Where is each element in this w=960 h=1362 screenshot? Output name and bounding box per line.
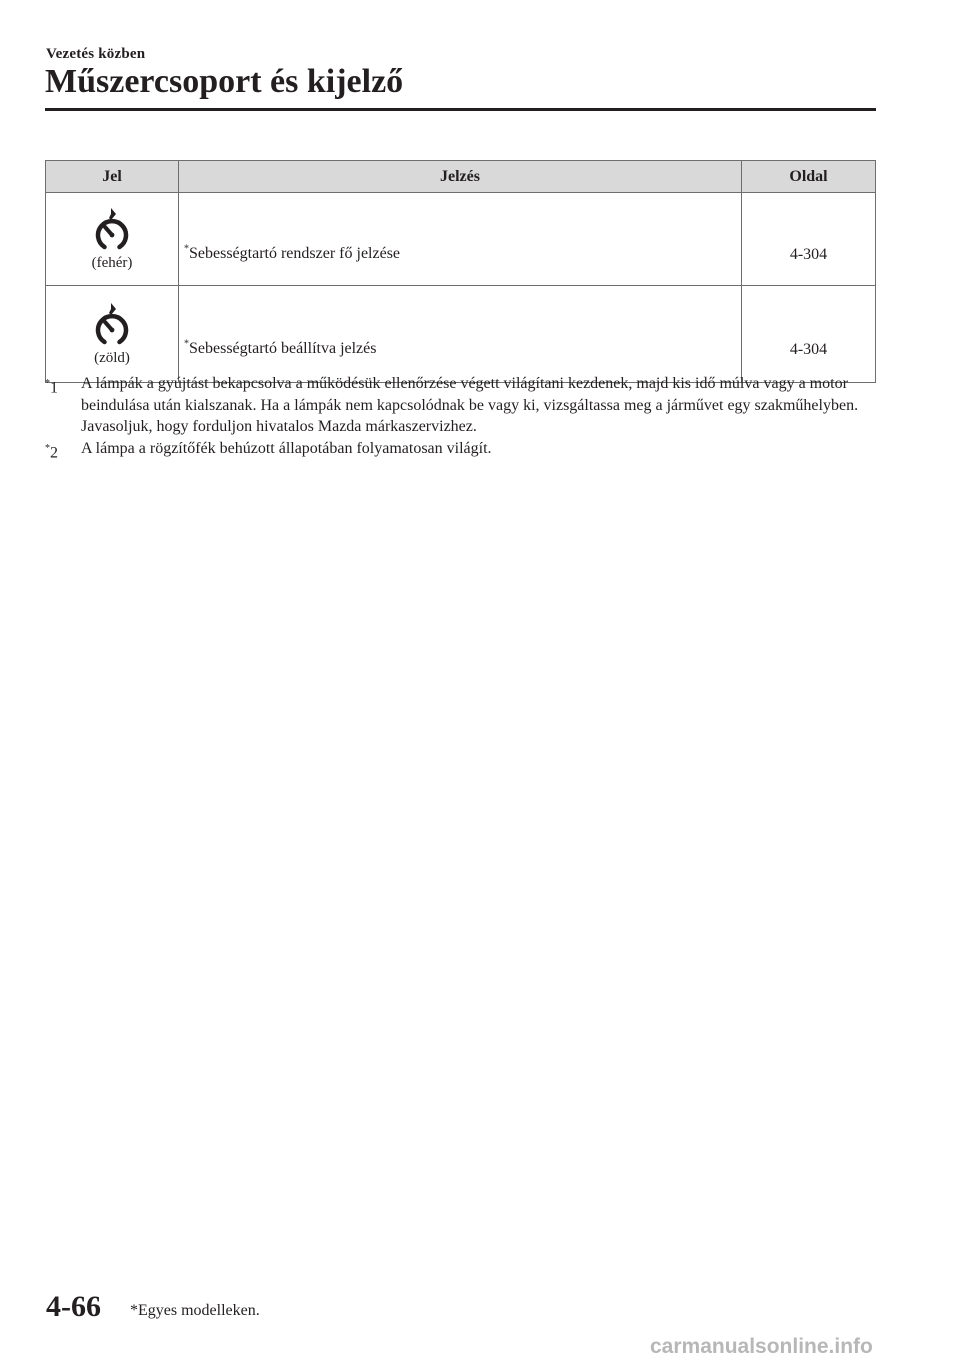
- note-number: 1: [50, 379, 58, 397]
- page-reference: 4-304: [789, 341, 828, 358]
- color-label: (fehér): [91, 254, 133, 271]
- section-label: Vezetés közben: [46, 46, 146, 62]
- cruise-control-icon: [95, 207, 129, 251]
- description-cell: [179, 193, 742, 286]
- page-title: Műszercsoport és kijelző: [45, 63, 404, 100]
- page-reference: 4-304: [789, 246, 828, 263]
- page-number: 4-66: [46, 1290, 101, 1323]
- indication-text: Sebességtartó beállítva jelzés: [189, 340, 377, 357]
- table-row: [46, 286, 876, 383]
- table-row: [46, 193, 876, 286]
- watermark: carmanualsonline.info: [650, 1335, 873, 1358]
- asterisk-mark: *: [184, 338, 189, 350]
- notes: [45, 373, 865, 463]
- note-text: A lámpák a gyújtást bekapcsolva a működésük ellenőrzése végett világítani kezdenek, majd kis idő múlva vagy a motor beindulása után kialszanak. Ha a lámpák nem kapcsolódnak be vagy ki, vizsgáltassa meg a járművet egy szakműhelyben. Javasoljuk, hogy forduljon hivatalos Mazda márkaszervizhez.: [81, 375, 859, 435]
- symbol-cell: [46, 286, 179, 383]
- note-asterisk: *: [45, 442, 50, 454]
- symbol-cell: [46, 193, 179, 286]
- note-item: [45, 438, 865, 464]
- note-number: 2: [50, 443, 58, 461]
- color-label: (zöld): [94, 349, 130, 366]
- cruise-control-set-icon: [95, 302, 129, 346]
- column-header-indication: Jelzés: [179, 161, 742, 193]
- footer-footnote: *Egyes modelleken.: [130, 1302, 260, 1319]
- page-cell: [742, 286, 876, 383]
- description-cell: [179, 286, 742, 383]
- column-header-page: Oldal: [742, 161, 876, 193]
- asterisk-mark: *: [184, 243, 189, 255]
- title-rule: [45, 108, 876, 111]
- indication-text: Sebességtartó rendszer fő jelzése: [189, 245, 401, 262]
- indicator-table: [45, 160, 876, 383]
- column-header-symbol: Jel: [46, 161, 179, 193]
- note-asterisk: *: [45, 378, 50, 389]
- table-header-row: [46, 161, 876, 193]
- page-cell: [742, 193, 876, 286]
- note-item: [45, 373, 865, 438]
- note-text: A lámpa a rögzítőfék behúzott állapotában folyamatosan világít.: [81, 439, 492, 457]
